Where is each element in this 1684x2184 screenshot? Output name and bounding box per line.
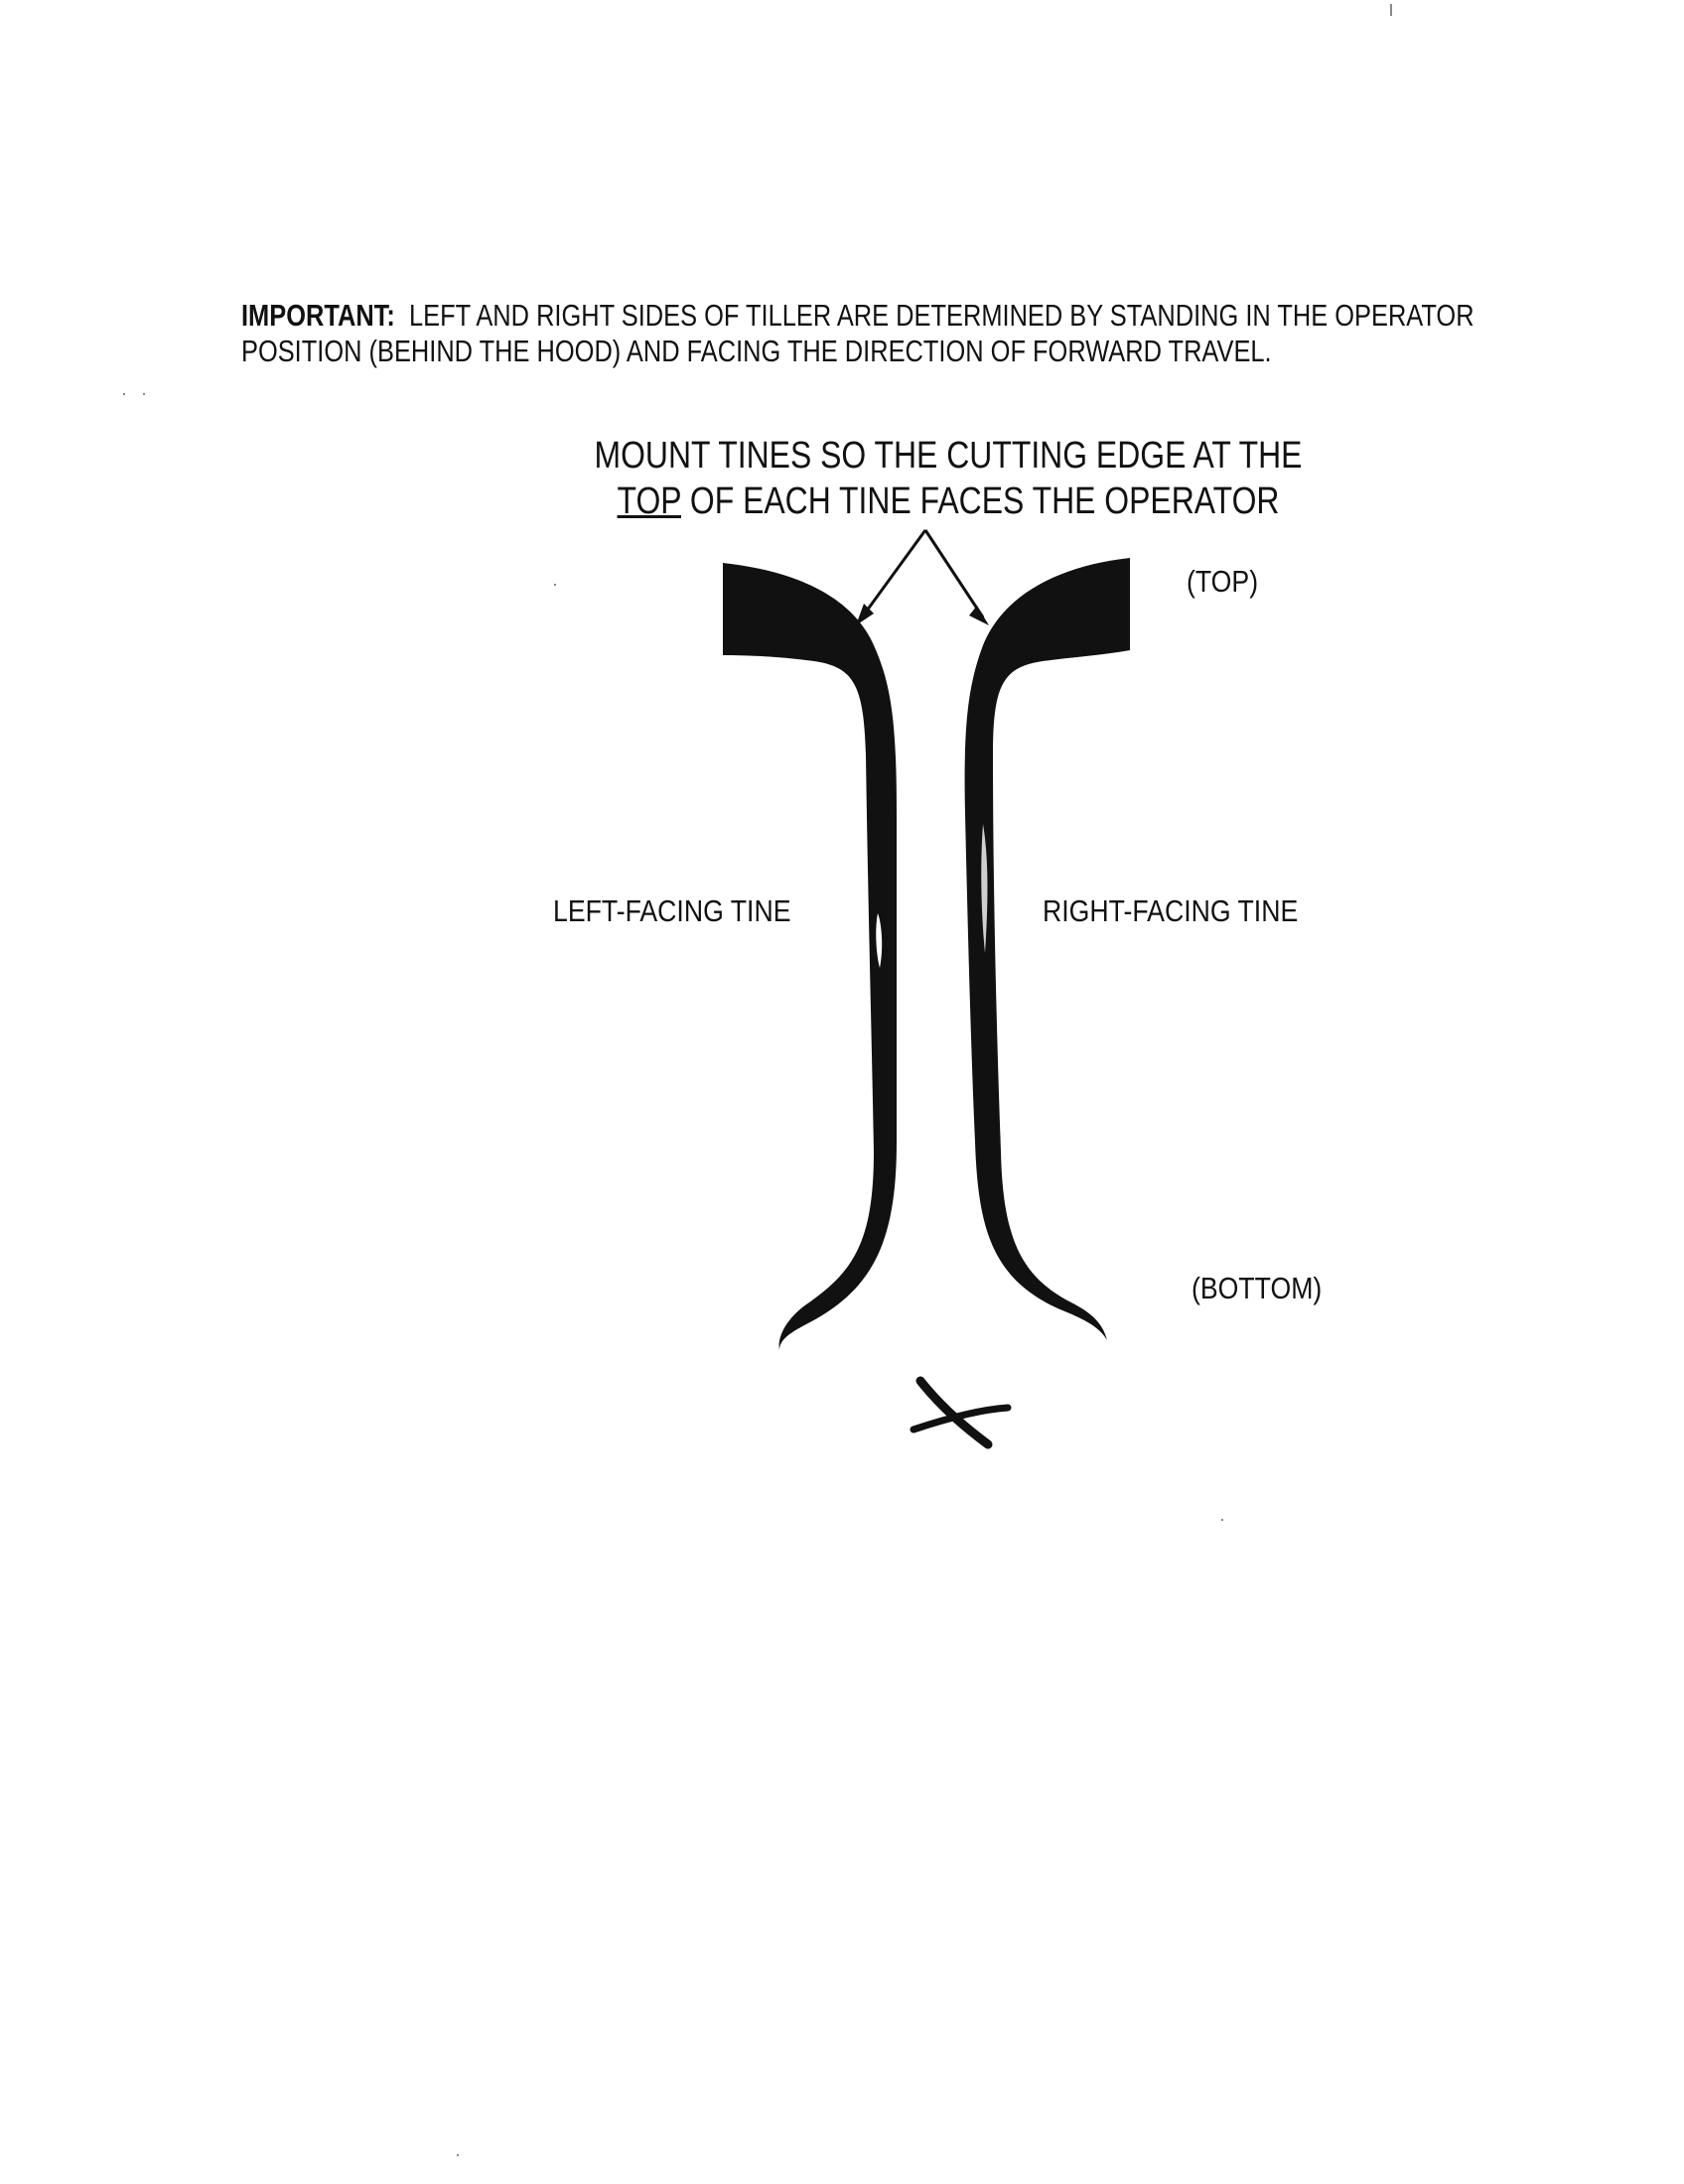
label-left-facing-tine: LEFT-FACING TINE [553,893,791,928]
heading-top-underlined: TOP [617,480,682,522]
notice-line-2: POSITION (BEHIND THE HOOD) AND FACING THE DIRECTION OF FORWARD TRAVEL. [241,334,1272,368]
arrow-right-head [969,606,989,625]
arrow-left-line [862,530,925,617]
scan-speck [1221,1519,1223,1521]
scan-mark [1390,4,1392,16]
heading-line-2-rest: OF EACH TINE FACES THE OPERATOR [681,480,1280,522]
label-top: (TOP) [1187,564,1259,599]
handwritten-x-mark [913,1381,1008,1444]
right-tine-shape [965,558,1130,1340]
notice-lead: IMPORTANT: [241,298,395,333]
scan-speck [554,584,556,586]
heading-line-1: MOUNT TINES SO THE CUTTING EDGE AT THE [594,435,1303,477]
label-right-facing-tine: RIGHT-FACING TINE [1043,893,1299,928]
label-bottom: (BOTTOM) [1192,1271,1323,1305]
arrow-right-line [925,530,983,617]
left-tine-shape [723,563,897,1350]
notice-text-1: LEFT AND RIGHT SIDES OF TILLER ARE DETERMINED BY STANDING IN THE OPERATOR [408,298,1474,333]
scan-speck [123,393,125,395]
scan-speck [457,2154,459,2156]
pointer-arrows [862,530,983,617]
scan-speck [143,393,145,395]
